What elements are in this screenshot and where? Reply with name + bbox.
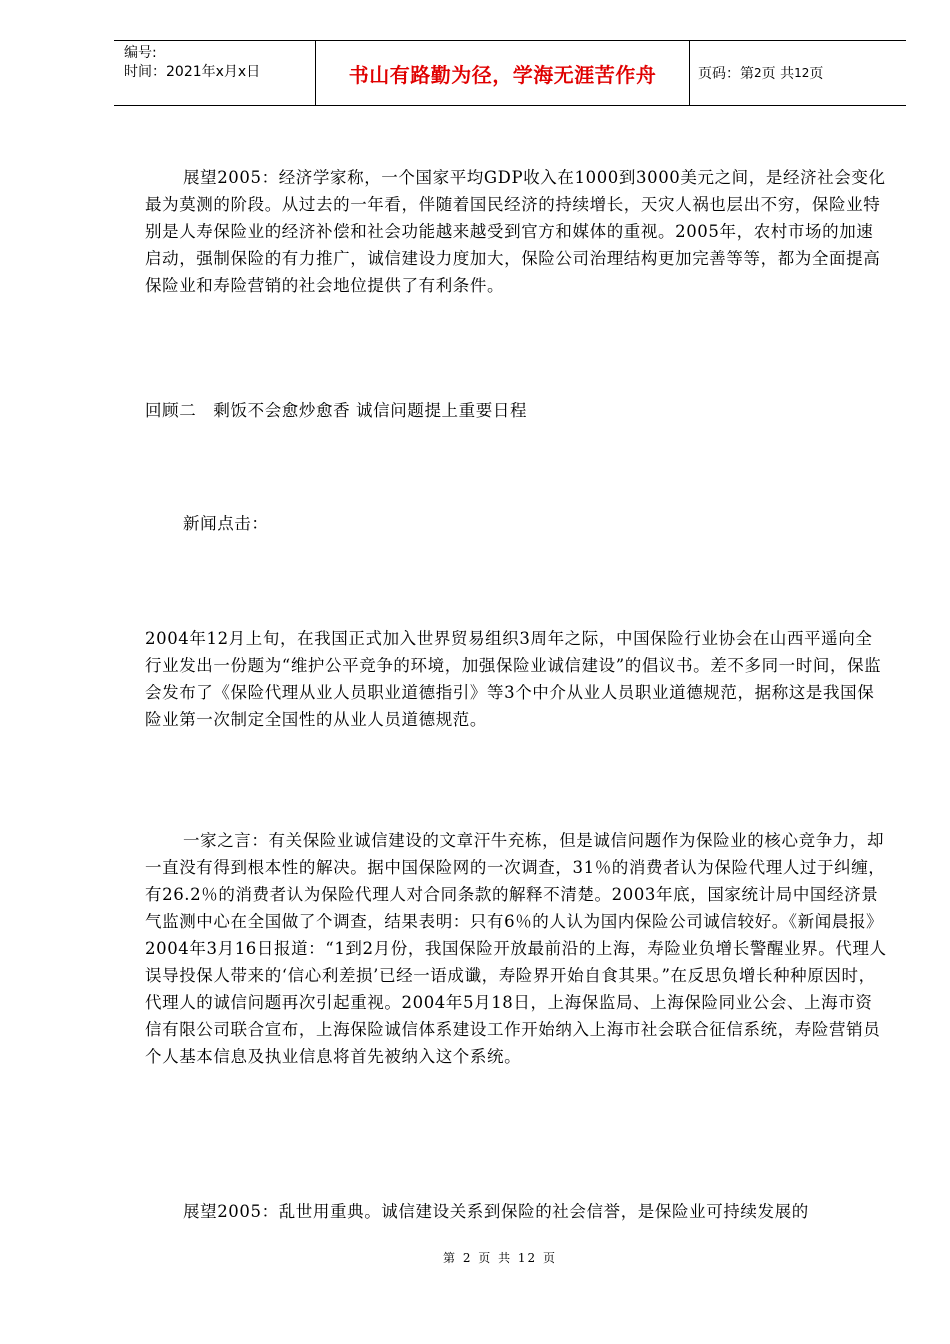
page-prefix: 页码：第 (698, 66, 754, 82)
paragraph-news: 2004年12月上旬，在我国正式加入世界贸易组织3周年之际，中国保险行业协会在山西平遥向全行业发出一份题为“维护公平竞争的环境，加强保险业诚信建设”的倡议书。差不多同一时间，保监会发布了《保险代理从业人员职业道德指引》等3个中介从业人员职业道德规范，据称这是我国保险业第一次制定全国性的从业人员道德规范。 (145, 629, 882, 729)
page-header (114, 40, 906, 106)
time-label: 时间：2021年x月x日 (124, 64, 261, 80)
paragraph-outlook-2005: 展望2005：经济学家称，一个国家平均GDP收入在1000到3000美元之间，是经济社会变化最为莫测的阶段。从过去的一年看，伴随着国民经济的持续增长，天灾人祸也层出不穷，保险业特别是人寿保险业的经济补偿和社会功能越来越受到官方和媒体的重视。2005年，农村市场的加速启动，强制保险的有力推广，诚信建设力度加大，保险公司治理结构更加完善等等，都为全面提高保险业和寿险营销的社会地位提供了有利条件。 (145, 168, 886, 295)
paragraph-outlook-continued: 展望2005：乱世用重典。诚信建设关系到保险的社会信誉，是保险业可持续发展的 (183, 1202, 809, 1221)
header-meta (114, 41, 315, 105)
paragraph-opinion: 一家之言：有关保险业诚信建设的文章汗牛充栋，但是诚信问题作为保险业的核心竞争力，却一直没有得到根本性的解决。据中国保险网的一次调查，31％的消费者认为保险代理人过于纠缠，有26.2％的消费者认为保险代理人对合同条款的解释不清楚。2003年底，国家统计局中国经济景气监测中心在全国做了个调查，结果表明：只有6％的人认为国内保险公司诚信较好。《新闻晨报》2004年3月16日报道：“1到2月份，我国保险开放最前沿的上海，寿险业负增长警醒业界。代理人误导投保人带来的‘信心利差损’已经一语成谶，寿险界开始自食其果。”在反思负增长种种原因时，代理人的诚信问题再次引起重视。2004年5月18日，上海保监局、上海保险同业公会、上海市资信有限公司联合宣布，上海保险诚信体系建设工作开始纳入上海市社会联合征信系统，寿险营销员个人基本信息及执业信息将首先被纳入这个系统。 (145, 831, 887, 1066)
header-motto: 书山有路勤为径，学海无涯苦作舟 (348, 62, 657, 87)
page-current: 2 (754, 66, 762, 80)
news-label: 新闻点击： (183, 514, 269, 533)
page-footer: 第 2 页 共 12 页 (443, 1251, 557, 1265)
page-suffix: 页 (809, 66, 824, 82)
page-total: 12 (794, 66, 810, 80)
section-heading: 回顾二 剩饭不会愈炒愈香 诚信问题提上重要日程 (145, 401, 528, 420)
serial-label: 编号: (124, 45, 157, 61)
page-mid: 页 共 (761, 66, 795, 82)
header-page-number (690, 41, 906, 105)
